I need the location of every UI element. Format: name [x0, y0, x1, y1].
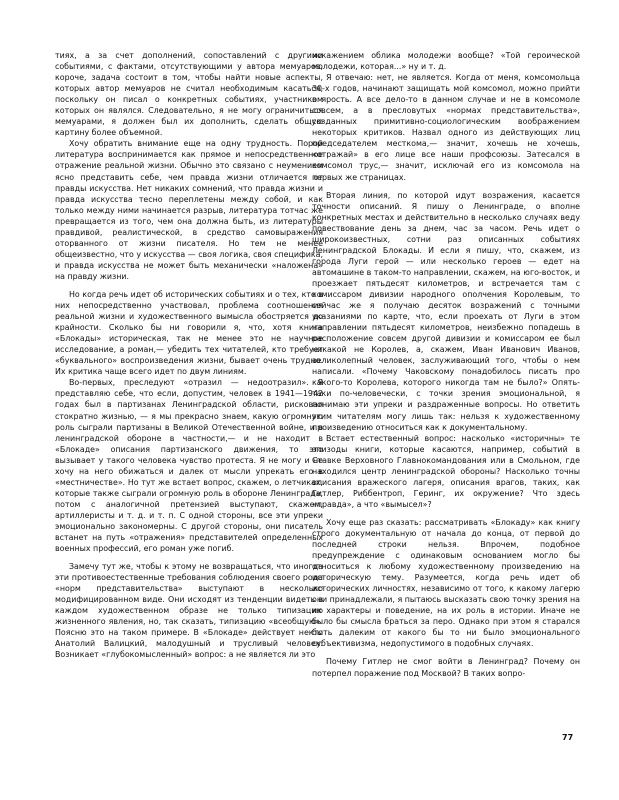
paragraph: искажением облика молодежи вообще? «Той героической молодежи, которая...» ну и т. д. [312, 51, 580, 72]
paragraph: тиях, а за счет дополнений, сопоставлений с другими событиями, с фактами, отсутствующими у автора мемуаров, короче, задача состоит в том, чтобы найти новые аспекты, которых автор мемуаров не считал необходимым касаться, поскольку он писал о конкретных событиях, участником которых он являлся. Следовательно, я не могу ограничиться мемуарами, я должен был их дополнить, сделать общую картину более объемной. [55, 51, 323, 138]
paragraph: Замечу тут же, чтобы к этому не возвращаться, что иногда эти противоестественные требования соблюдения своего рода «норм представительства» выступают в несколько модифицированном виде. Они исходят из тенденции видеть в каждом художественном образе не только типизацию жизненного явления, но, так сказать, типизацию «всеобщую». Поясню это на таком примере. В «Блокаде» действует некто Анатолий Валицкий, малодушный и трусливый человек. Возникает «глубокомысленный» вопрос: а не является ли это [55, 562, 323, 660]
paragraph: Почему Гитлер не смог войти в Ленинград? Почему он потерпел поражение под Москвой? В таких вопро- [312, 657, 580, 678]
paragraph: Хочу еще раз сказать: рассматривать «Блокаду» как книгу строго документальную от начала до конца, от первой до последней строки нельзя. Впрочем, подобное предупреждение с одинаковым основанием могло бы относиться к любому художественному произведению на историческую тему. Разумеется, когда речь идет об исторических личностях, независимо от того, к какому лагерю они принадлежали, я пытаюсь высказать свою точку зрения на их характеры и поведение, на их роль в истории. Иначе не было бы смысла браться за перо. Однако при этом я старался быть далеким от какого бы то ни было эмоционального субъективизма, недопустимого в подобных случаях. [312, 517, 580, 649]
left-text-column [55, 50, 323, 661]
page-number: 77 [562, 733, 574, 742]
paragraph: Хочу обратить внимание еще на одну трудность. Порой литература воспринимается как прямое и непосредственное отражение реальной жизни. Обычно это связано с неумением ясно представить себе, чем правда жизни отличается от правды искусства. Нет никаких сомнений, что правда жизни и правда искусства тесно переплетены между собой, и как только между ними начинается разрыв, литература тотчас же превращается из того, чем она должна быть, из литературы правдивой, реалистической, в средство самовыражения оторванного от жизни писателя. Но тем не менее общеизвестно, что у искусства — своя логика, своя специфика, и правда искусства не может быть механически «наложена» на правду жизни. [55, 139, 323, 281]
paragraph: Вторая линия, по которой идут возражения, касается точности описаний. Я пишу о Ленинграде, о вполне конкретных местах и действительно в несколько случаях веду повествование день за днем, час за часом. Речь идет о широкоизвестных, сотни раз описанных событиях Ленинградской Блокады. И если я пишу, что, скажем, из города Луги герой — или несколько героев — едет на автомашине в таком-то направлении, скажем, на юго-восток, и проезжает пятьдесят километров, и встречается там с комиссаром дивизии народного ополчения Королевым, то сейчас же я получаю десяток возражений с точными указаниями по карте, что, если проехать от Луги в этом направлении пятьдесят километров, неизбежно попадешь в расположение совсем другой дивизии и комиссаром ее был никакой не Королев, а, скажем, Иван Иванович Иванов, великолепный человек, заслуживающий того, чтобы о нем написали. «Почему Чаковскому понадобилось писать про какого-то Королева, которого никогда там не было?» Опять-таки по-человечески, с точки зрения эмоциональной, я понимаю эти упреки и раздраженные вопросы. Но ответить этим читателям могу лишь так: нельзя к художественному произведению относиться как к документальному. [312, 190, 580, 432]
paragraph: Встает естественный вопрос: насколько «историчны» те эпизоды книги, которые касаются, например, событий в Ставке Верховного Главнокомандования или в Смольном, где находился центр ленинградской обороны? Насколько точны описания вражеского лагеря, описания врагов, таких, как Гитлер, Риббентроп, Геринг, их окружение? Что здесь «правда», а что «вымысел»? [312, 433, 580, 509]
paragraph: Во-первых, преследуют «отразил — недоотразил». Я представляю себе, что если, допустим, человек в 1941—1942 годах был в партизанах Ленинградской области, рисковал стократно жизнью, — я мы прекрасно знаем, какую огромную роль сыграли партизаны в Великой Отечественной войне, и в ленинградской обороне в частности,— и не находит в «Блокаде» описания партизанского движения, то это вызывает у такого человека чувство протеста. Я не могу и не хочу на него обижаться и далек от мысли упрекать его в «местничестве». Но тут же встает вопрос, скажем, о летчиках, которые также сыграли огромную роль в обороне Ленинграда, потом с аналогичной претензией выступают, скажем, артиллеристы и т. д. и т. п. С одной стороны, все эти упреки эмоционально закономерны. С другой стороны, они писатель встанет на путь «отражения» представителей определенных военных профессий, его роман уже погиб. [55, 378, 323, 554]
paragraph: Я отвечаю: нет, не является. Когда от меня, комсомольца 30-х годов, начинают защищать мой комсомол, можно прийти в ярость. А все дело-то в данном случае и не в комсомоле совсем, а в пресловутых «нормах представительства», созданных примитивно-социологическим воображением некоторых критиков. Назвал одного из действующих лиц председателем месткома,— значит, хочешь не хочешь, «отражай» в его лице все наши профсоюзы. Затесался в комсомол трус,— значит, исключай его из комсомола на первых же страницах. [312, 73, 580, 182]
paragraph: Но когда речь идет об исторических событиях и о тех, кто в них непосредственно участвовал, проблема соотношения реальной жизни и художественного вымысла обостряется до крайности. Сколько бы ни говорили я, что, хотя книга «Блокады» историческая, так не менее это не научное исследование, а роман,— убедить тех читателей, кто требует «буквального» воспроизведения жизни, бывает очень трудно. Их критика чаще всего идет по двум линиям. [55, 289, 323, 377]
right-text-column [312, 50, 580, 679]
